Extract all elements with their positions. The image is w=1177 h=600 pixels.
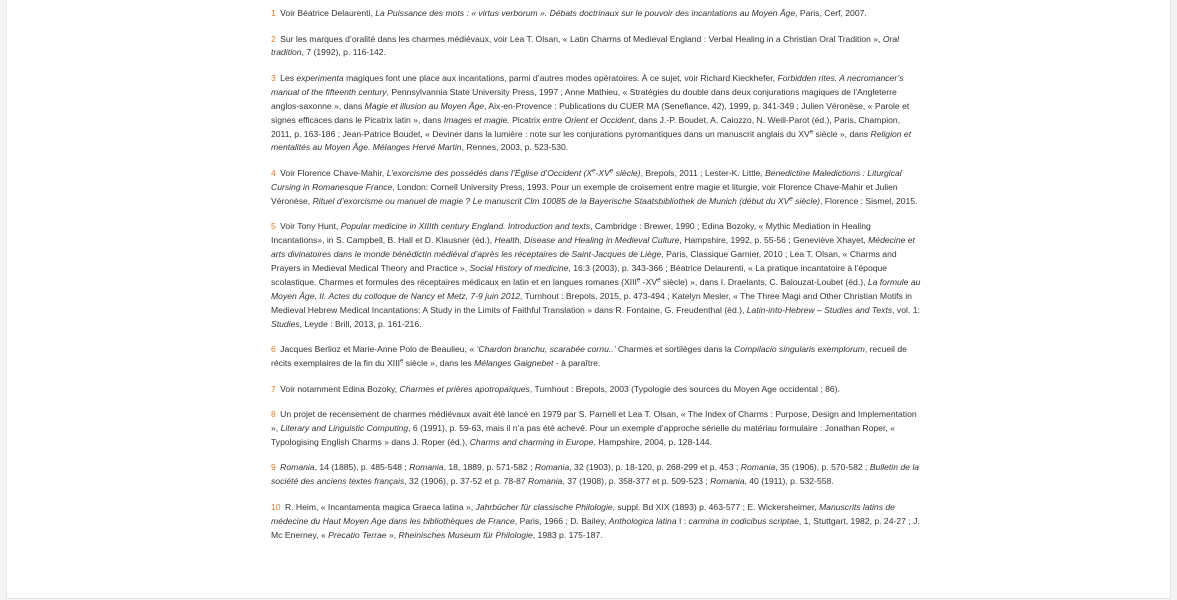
footnote-text: , Florence : Sismel, 2015. (820, 195, 918, 206)
footnote-text: Les (280, 72, 297, 83)
footnote-title-text: Romania (528, 476, 563, 487)
footnote-title-text: Manuscrits latins de médecine du Haut Moyen Age dans les bibliothèques de France (271, 501, 895, 526)
document-page (6, 0, 1171, 599)
footnote-text: , 32 (1903), p. 18-120, p. 268-299 et p. 453 ; (569, 462, 741, 473)
footnote-text: , Cambridge : Brewer, 1990 ; Edina Bozoky, « Mythic Mediation in Healing Incantations», in S. Campbell, B. Hall et D. Klausner (éd.), (271, 221, 871, 246)
footnote-title-text: La Puissance des mots : « virtus verborum ». Débats doctrinaux sur le pouvoir des incantations au Moyen Âge (375, 8, 796, 18)
footnote-title-text: e (789, 195, 793, 203)
footnote-title-text: Latin-into-Hebrew – Studies and Texts (746, 304, 893, 315)
footnote-title-text: Bulletin de la société des anciens textes français (271, 462, 920, 487)
footnote-title-text: Popular medicine in XIIIth century England. Introduction and texts (340, 221, 591, 232)
footnote-10 (271, 501, 921, 543)
footnote-title-text: Social History of medicine (469, 262, 569, 273)
footnote-5 (271, 220, 921, 331)
footnote-7 (271, 383, 921, 397)
footnote-text: , 40 (1911), p. 532-558. (744, 476, 834, 487)
footnote-title-text: experimenta (296, 72, 344, 83)
footnote-text: , 6 (1991), p. 59-63, mais il n’a pas été achevé. Pour un exemple d’approche sérielle du matériau formulaire : Jonathan Roper, « Typologising English Charms » dans J. Roper (éd.), (271, 422, 895, 447)
footnote-text: », (386, 529, 399, 540)
footnote-title-text: -XV (595, 167, 610, 178)
footnote-title-text: La formule au Moyen Âge, II. Actes du colloque de Nancy et Metz, 7-9 juin 2012 (271, 276, 921, 301)
footnote-text: Sur les marques d’oralité dans les charmes médiévaux, voir Lea T. Olsan, « Latin Charms of Medieval England : Verbal Healing in a Christian Oral Tradition », (280, 33, 883, 44)
footnote-text: , 32 (1906), p. 37-52 et p. 78-87 (404, 476, 529, 487)
footnote-text: , suppl. Bd XIX (1893) p. 463-577 ; E. Wickersheimer, (612, 501, 819, 512)
footnote-title-text: Romania (710, 476, 745, 487)
footnote-title-text: Rituel d’exorcisme ou manuel de magie ? Le manuscrit Clm 10085 de la Bayerische Staatsbibliothek de Munich (début du XV (312, 195, 790, 206)
footnote-title-text: Anthologica latina (608, 515, 677, 526)
footnote-number-link[interactable]: 3 (271, 72, 276, 83)
footnote-text: , Paris, 1966 ; D. Bailey, (514, 515, 609, 526)
footnote-text: , 18, 1889, p. 571-582 ; (443, 462, 535, 473)
footnote-title-text: Médecine et arts divinatoires dans le monde bénédictin médiéval d’après les réceptaires de Saint-Jacques de Liège (271, 235, 915, 260)
footnote-title-text: L’exorcisme des possédés dans l’Église d’Occident (X (386, 167, 593, 178)
footnote-text: - à paraître. (553, 358, 601, 368)
footnote-text: , 1, Stuttgart, 1982, p. 24-27 ; J. Mc Enerney, « (271, 515, 920, 540)
footnote-text: Charmes et sortilèges dans la (615, 344, 734, 355)
footnote-title-text: Romania (740, 462, 776, 473)
footnote-title-text: Literary and Linguistic Computing (280, 422, 409, 433)
footnote-4 (271, 167, 921, 209)
footnote-text: Voir notamment Edina Bozoky, (280, 383, 400, 394)
footnote-text: e (636, 276, 641, 284)
footnote-text: , Brepols, 2011 ; Lester-K. Little, (640, 167, 766, 178)
footnote-text: R. Heim, « Incantamenta magica Graeca latina », (284, 501, 476, 512)
footnote-title-text: Studies (271, 318, 300, 329)
footnote-text: Voir Florence Chave-Mahir, (280, 167, 387, 178)
footnote-title-text: Romania (280, 462, 315, 473)
footnote-text: I : (676, 515, 689, 526)
footnote-text: Un projet de recensement de charmes médiévaux avait été lancé en 1979 par S. Parnell et Lea T. Olsan, « The Index of Charms : Purpose, Design and Implementation », (271, 409, 917, 433)
footnote-text: , Pennsylvannia State University Press, 1997 ; Anne Mathieu, « Stratégies du double dans deux conjurations magiques de l’Angleterre anglos-saxonne », dans (271, 86, 897, 111)
footnote-title-text: Forbidden rites. A necromancer’s manual of the fifteenth century (271, 72, 904, 97)
footnote-text: , 16:3 (2003), p. 343-366 ; Béatrice Delaurenti, « La pratique incantatoire à l’époque scolastique. Charmes et formules des réceptaires médicaux en latin et en langues romanes (XIII (271, 262, 888, 287)
footnote-text: Jacques Berlioz et Marie-Anne Polo de Beaulieu, « (280, 344, 477, 355)
footnote-number-link[interactable]: 9 (271, 462, 276, 473)
footnote-title-text: Religion et mentalités au Moyen Âge. Mélanges Hervé Martin (271, 128, 912, 153)
footnote-title-text: Magie et illusion au Moyen Âge (364, 100, 485, 111)
footnote-text: siècle », dans (813, 128, 871, 139)
footnote-text: Picatrix (512, 114, 543, 125)
footnote-title-text: e (609, 167, 614, 175)
footnote-title-text: Benedictine Maledictions : Liturgical Cursing in Romanesque France (271, 167, 902, 192)
footnote-text: , dans J.-P. Boudet, A. Caiozzo, N. Weill-Parot (éd.), Paris, Champion, 2011, p. 163-186 ; Jean-Patrice Boudet, « Deviner dans la lumière : note sur les conjurations pyromantiques dans un manuscrit anglais du XV (271, 114, 901, 139)
footnote-title-text: Compilacio singularis exemplorum (734, 344, 865, 355)
footnote-3 (271, 72, 921, 155)
footnote-text: , Leyde : Brill, 2013, p. 161-216. (299, 318, 422, 329)
footnote-number-link[interactable]: 8 (271, 409, 276, 419)
footnote-title-text: siècle) (613, 167, 641, 178)
footnote-text: -XV (640, 276, 658, 287)
footnote-number-link[interactable]: 10 (271, 501, 281, 512)
footnote-text: , Paris, Classique Garnier, 2010 ; Lea T. Olsan, « Charms and Prayers in Medieval Medical Theory and Practice », (271, 249, 897, 273)
footnote-text: , Turnhout : Brepols, 2015, p. 473-494 ; Katelyn Mesler, « The Three Magi and Other Christian Motifs in Medieval Hebrew Medical Incantations: A Study in the Limits of Faithful Translation » dans R. Fontaine, G. Freudenthal (éd.), (271, 290, 912, 315)
footnote-text: , London: Cornell University Press, 1993. Pour un exemple de croisement entre magie et liturgie, voir Florence Chave-Mahir et Julien Véronèse, (271, 181, 898, 206)
footnote-text: Voir Béatrice Delaurenti, (280, 8, 376, 18)
footnote-title-text: Romania (409, 462, 444, 473)
footnote-title-text: Romania (534, 462, 570, 473)
footnote-title-text: entre Orient et Occident (542, 114, 634, 125)
footnote-text: e (399, 357, 404, 365)
footnote-text: , Paris, Cerf, 2007. (795, 8, 867, 18)
footnote-text: , Turnhout : Brepols, 2003 (Typologie des sources du Moyen Age occidental ; 86). (529, 383, 840, 394)
footnote-title-text: Mélanges Gaignebet (474, 358, 554, 368)
footnote-text: Voir Tony Hunt, (280, 221, 341, 232)
footnote-title-text: Charms and charming in Europe (469, 436, 594, 447)
footnote-9 (271, 461, 921, 489)
footnote-6 (271, 343, 921, 371)
footnote-text: , 14 (1885), p. 485-548 ; (314, 462, 410, 473)
footnote-2 (271, 33, 921, 61)
footnote-title-text: Jahrbücher für classische Philologie (475, 501, 613, 512)
footnote-text: , recueil de récits exemplaires de la fin du XIII (271, 344, 907, 368)
footnote-text: e (657, 276, 661, 284)
footnote-text: , 7 (1992), p. 116-142. (301, 47, 386, 58)
footnote-1 (271, 7, 921, 21)
footnote-title-text: e (592, 167, 596, 175)
footnote-text: , Aix-en-Provence : Publications du CUER MA (Senefiance, 42), 1999, p. 341-349 ; Julien Véronèse, « Parole et signes efficaces dans le Picatrix latin », dans (271, 100, 910, 125)
footnote-number-link[interactable]: 2 (271, 33, 276, 44)
footnote-text: , vol. 1: (892, 304, 920, 315)
footnote-title-text: ‘Chardon branchu, scarabée cornu..’ (476, 344, 616, 355)
footnote-number-link[interactable]: 6 (271, 344, 276, 355)
footnote-text: , 35 (1906), p. 570-582 ; (775, 462, 870, 473)
footnote-title-text: Images et magie. (443, 114, 513, 125)
footnote-text: , 37 (1908), p. 358-377 et p. 509-523 ; (562, 476, 711, 487)
footnote-text: siècle », dans les (403, 358, 475, 368)
footnote-8 (271, 408, 921, 450)
footnote-number-link[interactable]: 1 (271, 8, 276, 18)
footnote-text: , Rennes, 2003, p. 523-530. (461, 142, 569, 153)
footnote-title-text: Charmes et prières apotropaïques (399, 383, 530, 394)
footnotes-list (271, 7, 921, 554)
footnote-number-link[interactable]: 4 (271, 167, 276, 178)
footnote-title-text: carmina in codicibus scriptae (688, 515, 799, 526)
footnote-text: , Hampshire, 1992, p. 55-56 ; Geneviève Xhayet, (679, 235, 869, 246)
footnote-title-text: Health, Disease and Healing in Medieval Culture (494, 235, 680, 246)
footnote-number-link[interactable]: 7 (271, 383, 276, 394)
footnote-text: siècle) », dans I. Draelants, C. Balouzat-Loubet (éd.), (660, 276, 868, 287)
footnote-title-text: Precatio Terrae (328, 529, 387, 540)
footnote-title-text: Oral tradition (271, 33, 900, 58)
footnote-text: e (809, 128, 814, 136)
footnote-number-link[interactable]: 5 (271, 221, 276, 232)
footnote-text: , 1983 p. 175-187. (532, 529, 603, 540)
footnote-title-text: Rheinisches Museum für Philologie (398, 529, 533, 540)
footnote-text: magiques font une place aux incantations, parmi d’autres modes opératoires. À ce sujet, voir Richard Kieckhefer, (343, 72, 778, 83)
footnote-text: , Hampshire, 2004, p. 128-144. (593, 436, 712, 447)
footnote-title-text: siècle) (792, 195, 821, 206)
